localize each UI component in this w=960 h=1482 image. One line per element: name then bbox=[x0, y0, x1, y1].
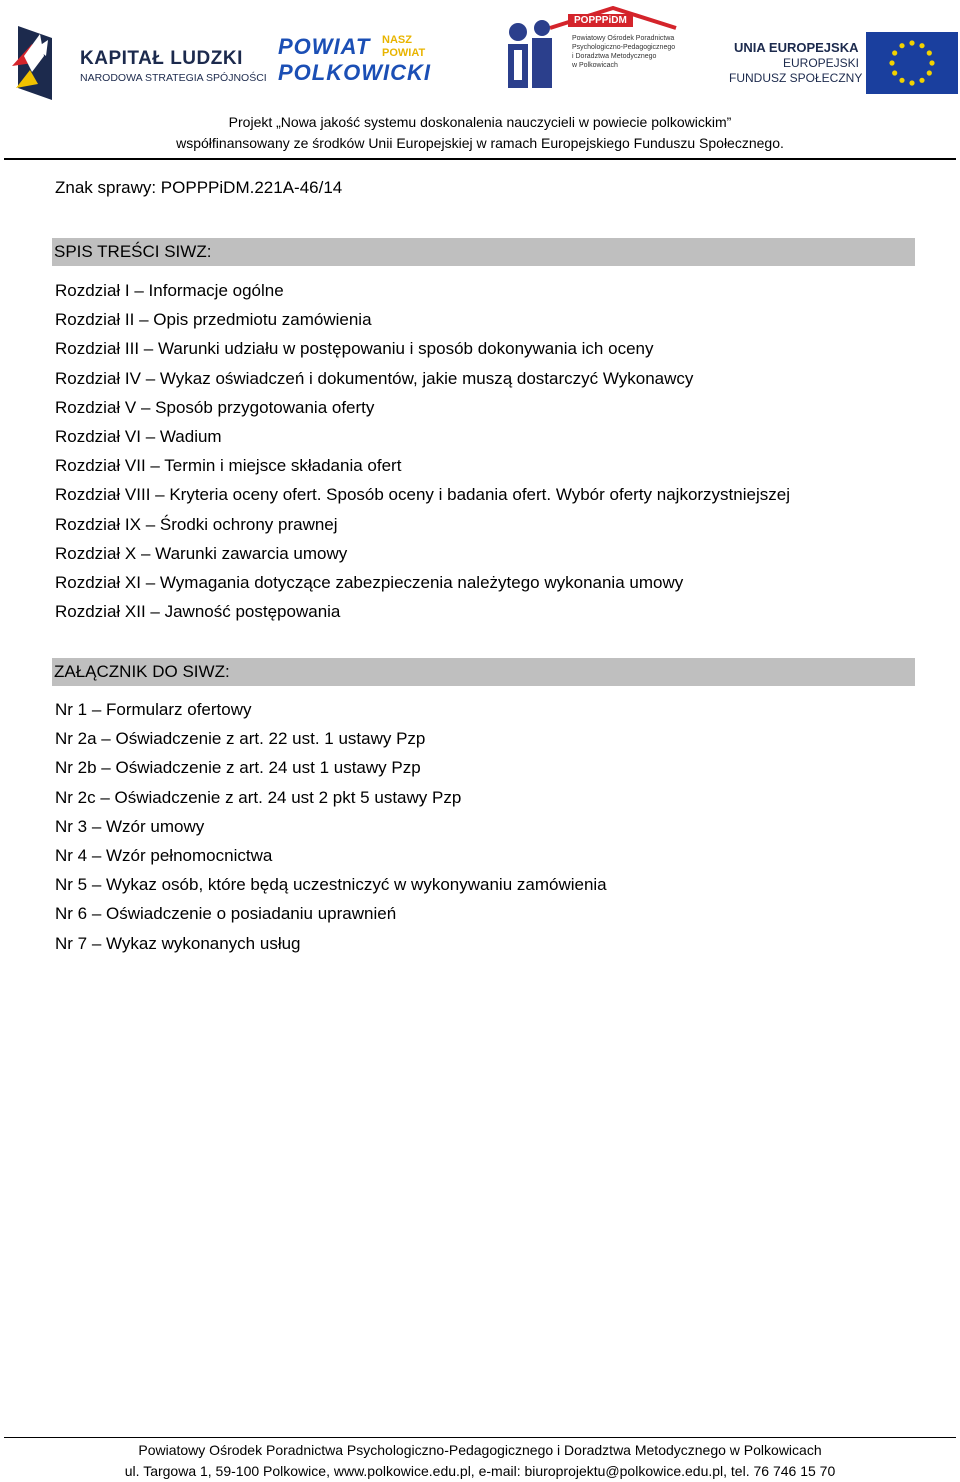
footer-contact: ul. Targowa 1, 59-100 Polkowice, www.polkowice.edu.pl, e-mail: biuroprojektu@polkowice.edu.pl, tel. 76 746 15 70 bbox=[124, 1463, 836, 1479]
attachment-item: Nr 2a – Oświadczenie z art. 22 ust. 1 ustawy Pzp bbox=[55, 729, 426, 749]
fund-name-2: FUNDUSZ SPOŁECZNY bbox=[729, 71, 863, 85]
eu-star-icon bbox=[889, 60, 894, 65]
polkowicki-word: POLKOWICKI bbox=[278, 60, 431, 85]
toc-item: Rozdział VIII – Kryteria oceny ofert. Sposób oceny i badania ofert. Wybór oferty najkorzystniejszej bbox=[55, 485, 790, 505]
powiat-word: POWIAT bbox=[278, 34, 371, 59]
eu-star-icon bbox=[927, 70, 932, 75]
toc-item: Rozdział I – Informacje ogólne bbox=[55, 281, 284, 300]
toc-item: Rozdział VI – Wadium bbox=[55, 427, 222, 446]
poppp-badge: POPPPiDM bbox=[568, 14, 633, 27]
project-funding: współfinansowany ze środków Unii Europejskiej w ramach Europejskiego Funduszu Społecznego. bbox=[176, 135, 784, 151]
eu-star-icon bbox=[892, 70, 897, 75]
poppp-description: Powiatowy Ośrodek Poradnictwa Psychologiczno-Pedagogicznego i Doradztwa Metodycznego w Polkowicach bbox=[572, 35, 676, 69]
eu-name: UNIA EUROPEJSKA bbox=[734, 40, 859, 55]
eu-star-icon bbox=[919, 43, 924, 48]
toc-item: Rozdział X – Warunki zawarcia umowy bbox=[55, 543, 348, 563]
kapital-ludzki-logo bbox=[10, 22, 267, 102]
eu-star-icon bbox=[909, 40, 914, 45]
eu-star-icon bbox=[927, 50, 932, 55]
eu-star-icon bbox=[892, 50, 897, 55]
kapital-ludzki-flag-icon bbox=[10, 26, 70, 100]
eu-star-icon bbox=[929, 60, 934, 65]
attachment-item: Nr 2b – Oświadczenie z art. 24 ust 1 ustawy Pzp bbox=[55, 758, 421, 778]
attachment-item: Nr 7 – Wykaz wykonanych usług bbox=[55, 933, 301, 953]
toc-item: Rozdział III – Warunki udziału w postępowaniu i sposób dokonywania ich oceny bbox=[55, 339, 654, 359]
people-figures-icon bbox=[502, 20, 564, 92]
footer-divider bbox=[4, 1437, 956, 1438]
eu-logo bbox=[728, 32, 960, 96]
nasz-powiat-word: NASZ POWIAT bbox=[382, 34, 426, 59]
eu-star-icon bbox=[899, 43, 904, 48]
toc-item: Rozdział IX – Środki ochrony prawnej bbox=[55, 514, 338, 534]
fund-name-1: EUROPEJSKI bbox=[783, 56, 860, 70]
eu-star-icon bbox=[899, 78, 904, 83]
header-divider bbox=[4, 158, 956, 160]
attachment-item: Nr 2c – Oświadczenie z art. 24 ust 2 pkt 5 ustawy Pzp bbox=[55, 787, 462, 807]
toc-item: Rozdział V – Sposób przygotowania oferty bbox=[55, 397, 375, 417]
project-title: Projekt „Nowa jakość systemu doskonalenia nauczycieli w powiecie polkowickim” bbox=[228, 114, 732, 130]
kapital-ludzki-title: KAPITAŁ LUDZKI bbox=[80, 48, 243, 69]
attachment-item: Nr 5 – Wykaz osób, które będą uczestniczyć w wykonywaniu zamówienia bbox=[55, 875, 607, 895]
eu-flag-icon bbox=[866, 32, 958, 94]
toc-item: Rozdział II – Opis przedmiotu zamówienia bbox=[55, 310, 372, 330]
toc-item: Rozdział IV – Wykaz oświadczeń i dokumentów, jakie muszą dostarczyć Wykonawcy bbox=[55, 368, 694, 388]
powiat-polkowicki-logo bbox=[278, 32, 438, 92]
poppp-logo bbox=[488, 6, 678, 92]
attachment-item: Nr 6 – Oświadczenie o posiadaniu uprawnień bbox=[55, 904, 397, 924]
eu-star-icon bbox=[909, 80, 914, 85]
toc-item: Rozdział VII – Termin i miejsce składania ofert bbox=[55, 456, 402, 476]
toc-heading: SPIS TREŚCI SIWZ: bbox=[52, 238, 915, 266]
page-header bbox=[0, 0, 960, 162]
toc-item: Rozdział XI – Wymagania dotyczące zabezpieczenia należytego wykonania umowy bbox=[55, 573, 684, 592]
case-number: Znak sprawy: POPPPiDM.221A-46/14 bbox=[55, 178, 343, 197]
footer-institution: Powiatowy Ośrodek Poradnictwa Psychologiczno-Pedagogicznego i Doradztwa Metodycznego w Polkowicach bbox=[138, 1442, 822, 1458]
kapital-ludzki-subtitle: NARODOWA STRATEGIA SPÓJNOŚCI bbox=[80, 72, 267, 84]
toc-item: Rozdział XII – Jawność postępowania bbox=[55, 602, 341, 622]
attachments-heading: ZAŁĄCZNIK DO SIWZ: bbox=[52, 658, 915, 686]
attachment-item: Nr 3 – Wzór umowy bbox=[55, 816, 205, 836]
attachment-item: Nr 1 – Formularz ofertowy bbox=[55, 700, 252, 719]
eu-star-icon bbox=[919, 78, 924, 83]
attachment-item: Nr 4 – Wzór pełnomocnictwa bbox=[55, 846, 273, 865]
